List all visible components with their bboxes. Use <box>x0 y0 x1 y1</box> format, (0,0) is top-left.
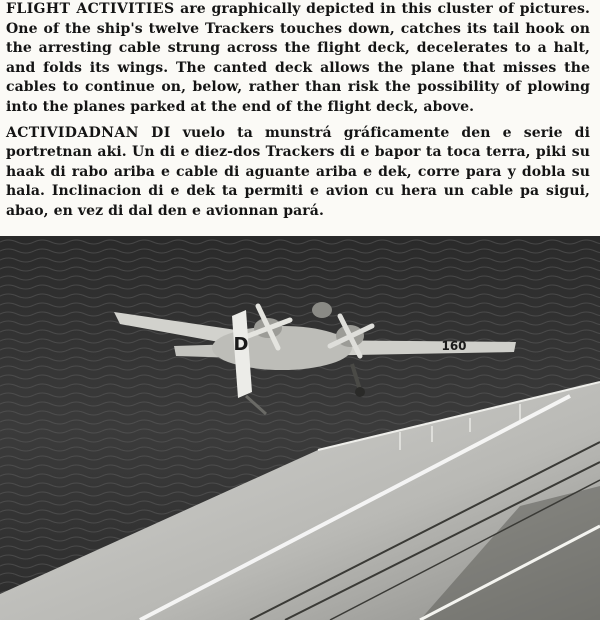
landing-wheel <box>355 387 365 397</box>
photo-illustration <box>0 236 600 620</box>
caption-english <box>6 0 590 118</box>
wing-number: 160 <box>441 339 467 353</box>
caption-papiamento <box>6 124 590 222</box>
cockpit <box>312 302 332 318</box>
caption-papiamento-lead: ACTIVIDADNAN DI <box>6 124 171 141</box>
caption-text-block <box>6 0 590 228</box>
caption-english-lead: FLIGHT ACTIVITIES <box>6 1 175 17</box>
caption-english-body: are graphically depicted in this cluster of pictures. One of the ship's twelve Trackers touches down, catches its tail hook on the arresting cable strung across the flight deck, decelerates to a halt, and folds its wings. The canted deck allows the plane that misses the cables to continue on, below, rather than risk the possibility of plowing into the planes parked at the end of the flight deck, above. <box>6 1 590 115</box>
carrier-landing-photo <box>0 236 600 620</box>
caption-papiamento-body: vuelo ta munstrá gráficamente den e serie di portretnan aki. Un di e diez-dos Trackers di e bapor ta toca terra, piki su haak di rabo ariba e cable di aguante ariba e dek, corre para y dobla su hala. Inclinacion di e dek ta permiti e avion cu hera un cable pa sigui, abao, en vez di dal den e avionnan pará. <box>6 124 590 219</box>
tail-letter: D <box>233 334 249 355</box>
